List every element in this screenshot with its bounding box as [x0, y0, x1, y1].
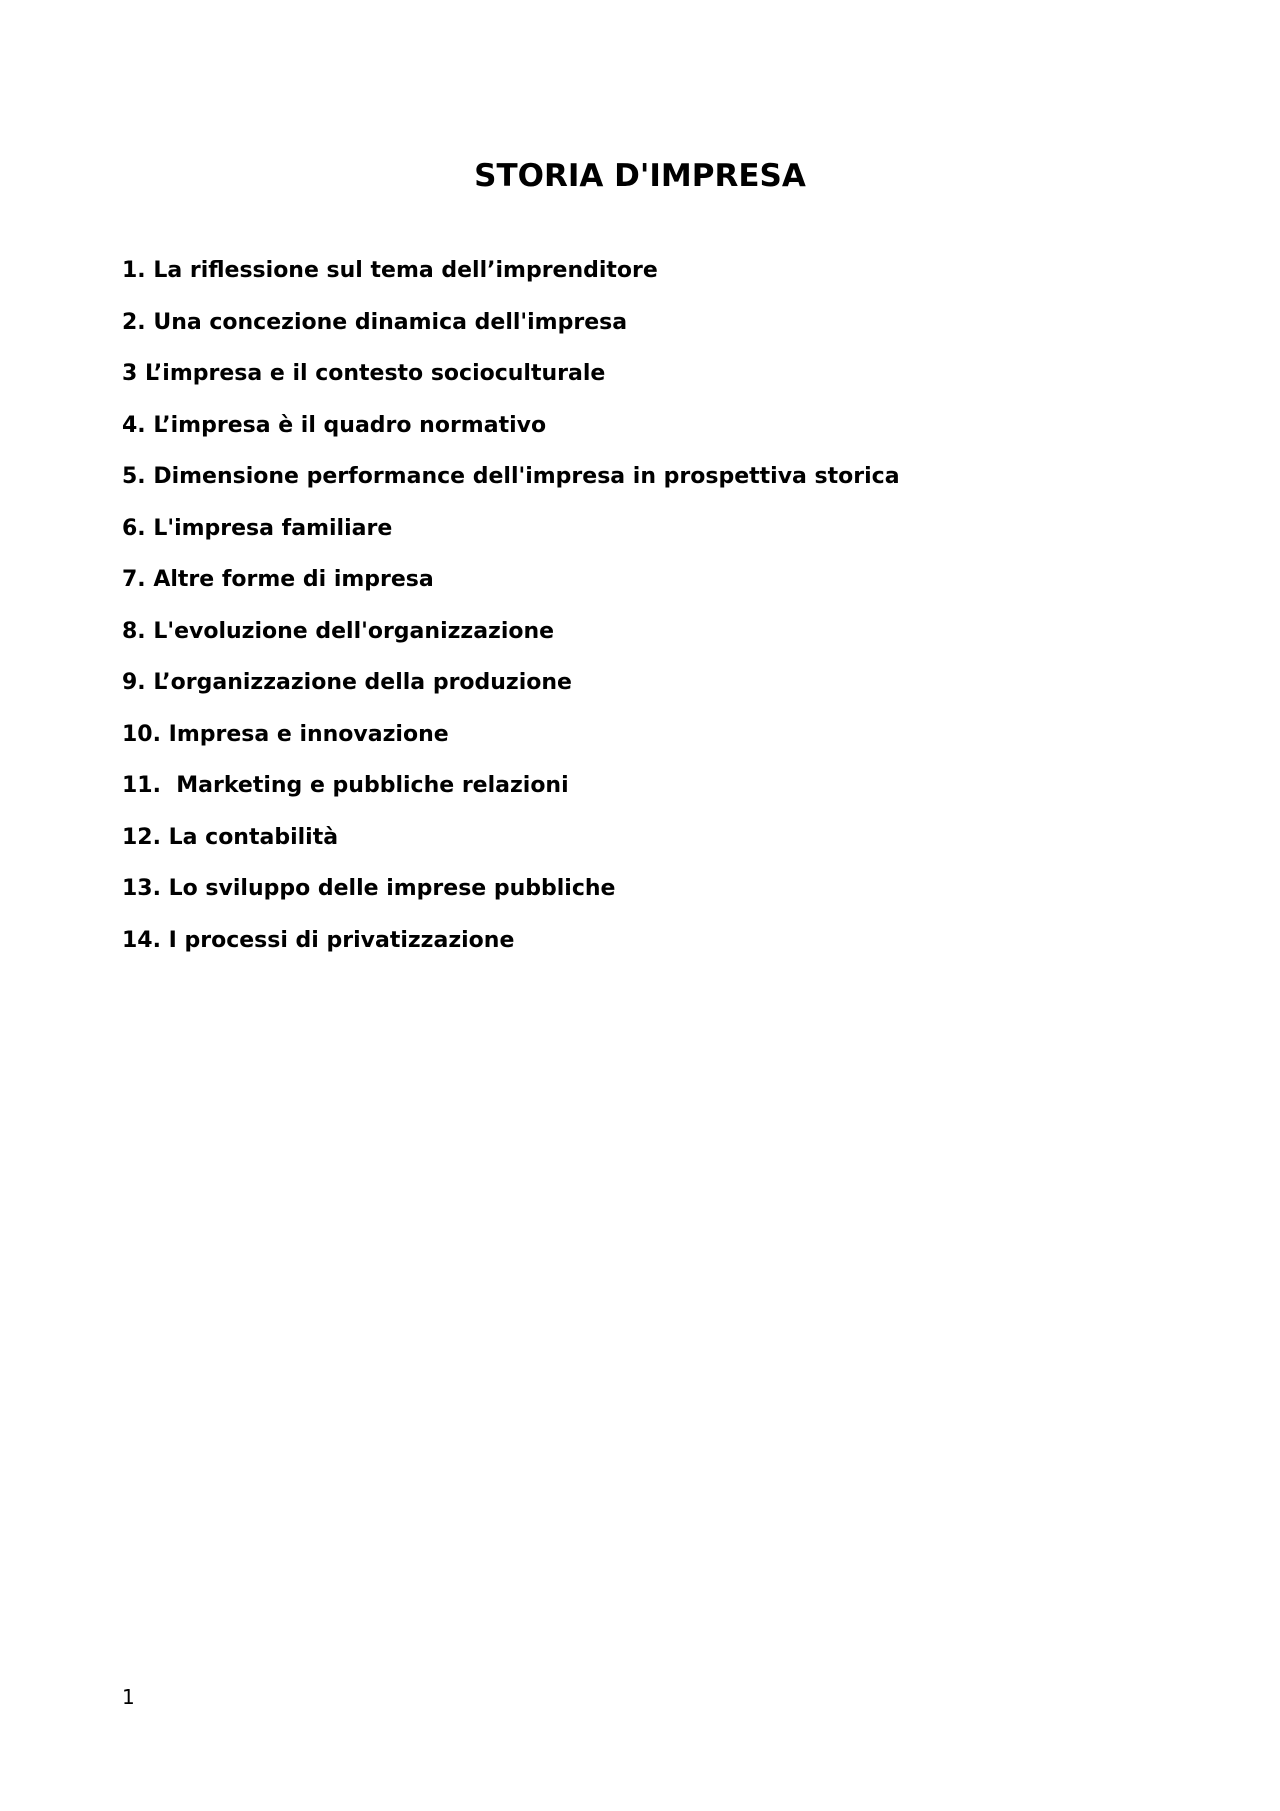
toc-item-9: 9. L’organizzazione della produzione — [122, 670, 572, 695]
toc-item-12: 12. La contabilità — [122, 824, 339, 850]
toc-item-3: 3 L’impresa e il contesto socioculturale — [122, 361, 606, 386]
toc-item-7: 7. Altre forme di impresa — [122, 567, 434, 592]
toc-item-2: 2. Una concezione dinamica dell'impresa — [122, 309, 628, 335]
toc-item-8: 8. L'evoluzione dell'organizzazione — [122, 618, 555, 644]
toc-item-6: 6. L'impresa familiare — [122, 515, 393, 541]
toc-item-11: 11. Marketing e pubbliche relazioni — [122, 773, 569, 798]
table-of-contents — [122, 256, 900, 977]
toc-item-4: 4. L’impresa è il quadro normativo — [122, 412, 547, 438]
toc-item-10: 10. Impresa e innovazione — [122, 721, 449, 747]
toc-item-13: 13. Lo sviluppo delle imprese pubbliche — [122, 876, 616, 901]
document-title: STORIA D'IMPRESA — [474, 158, 806, 194]
page-number: 1 — [122, 1685, 135, 1709]
toc-item-5: 5. Dimensione performance dell'impresa in prospettiva storica — [122, 464, 900, 489]
toc-item-14: 14. I processi di privatizzazione — [122, 927, 515, 953]
toc-item-1: 1. La riflessione sul tema dell’imprenditore — [122, 258, 658, 283]
